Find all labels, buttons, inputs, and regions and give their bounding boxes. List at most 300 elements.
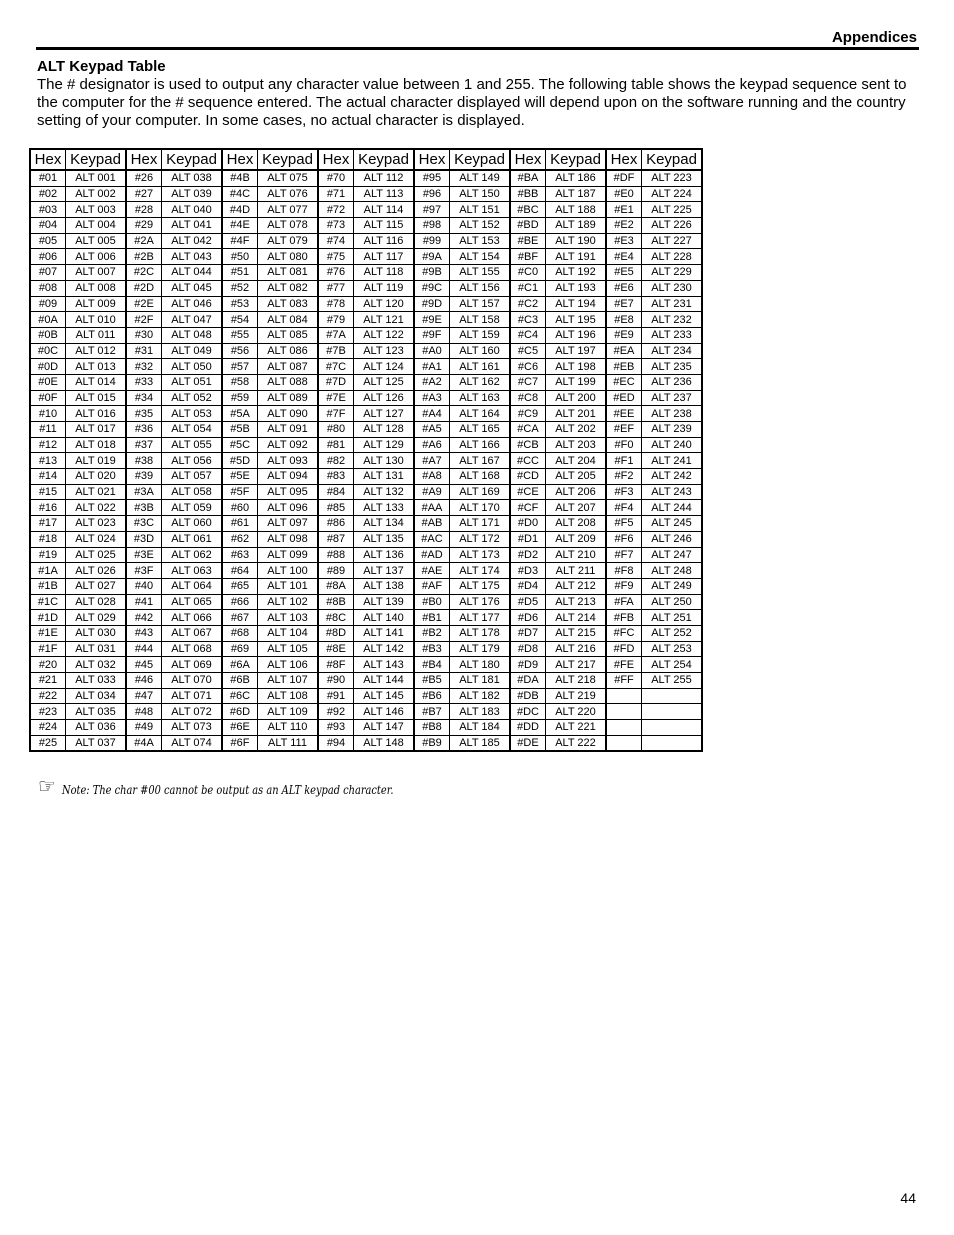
keypad-cell: ALT 081 <box>258 265 319 281</box>
hex-cell: #6C <box>222 688 258 704</box>
keypad-cell: ALT 219 <box>546 688 607 704</box>
keypad-cell: ALT 156 <box>450 280 511 296</box>
hex-cell: #F8 <box>606 563 642 579</box>
keypad-cell: ALT 251 <box>642 610 703 626</box>
table-row <box>30 265 702 281</box>
hex-cell: #66 <box>222 594 258 610</box>
hex-cell: #E0 <box>606 186 642 202</box>
keypad-cell: ALT 057 <box>162 469 223 485</box>
keypad-cell: ALT 029 <box>66 610 127 626</box>
keypad-cell: ALT 131 <box>354 469 415 485</box>
hex-cell: #D3 <box>510 563 546 579</box>
hex-cell: #5C <box>222 437 258 453</box>
keypad-cell: ALT 039 <box>162 186 223 202</box>
keypad-cell: ALT 225 <box>642 202 703 218</box>
hex-cell: #98 <box>414 218 450 234</box>
hex-cell: #FC <box>606 625 642 641</box>
hex-cell: #D5 <box>510 594 546 610</box>
keypad-cell: ALT 070 <box>162 673 223 689</box>
table-row <box>30 437 702 453</box>
keypad-cell: ALT 193 <box>546 280 607 296</box>
hex-cell: #2B <box>126 249 162 265</box>
hex-cell: #82 <box>318 453 354 469</box>
keypad-cell: ALT 010 <box>66 312 127 328</box>
hex-cell: #44 <box>126 641 162 657</box>
hex-cell: #F3 <box>606 484 642 500</box>
keypad-cell: ALT 083 <box>258 296 319 312</box>
hex-cell: #D7 <box>510 625 546 641</box>
keypad-cell: ALT 124 <box>354 359 415 375</box>
hex-cell: #BB <box>510 186 546 202</box>
hex-cell: #BE <box>510 233 546 249</box>
keypad-cell: ALT 174 <box>450 563 511 579</box>
keypad-cell: ALT 167 <box>450 453 511 469</box>
keypad-cell: ALT 144 <box>354 673 415 689</box>
keypad-cell: ALT 054 <box>162 422 223 438</box>
hex-cell: #3B <box>126 500 162 516</box>
hex-cell: #39 <box>126 469 162 485</box>
keypad-cell: ALT 186 <box>546 170 607 186</box>
keypad-cell: ALT 027 <box>66 578 127 594</box>
note-text: Note: The char #00 cannot be output as an ALT keypad character. <box>61 783 394 797</box>
hex-cell: #A1 <box>414 359 450 375</box>
keypad-cell: ALT 143 <box>354 657 415 673</box>
header-divider <box>36 47 919 50</box>
hex-cell: #5D <box>222 453 258 469</box>
keypad-cell: ALT 169 <box>450 484 511 500</box>
keypad-cell: ALT 232 <box>642 312 703 328</box>
hex-cell: #A2 <box>414 374 450 390</box>
table-row <box>30 469 702 485</box>
hex-cell: #EA <box>606 343 642 359</box>
keypad-cell: ALT 194 <box>546 296 607 312</box>
keypad-cell: ALT 210 <box>546 547 607 563</box>
hex-cell: #20 <box>30 657 66 673</box>
keypad-cell: ALT 023 <box>66 516 127 532</box>
table-row <box>30 610 702 626</box>
table-row <box>30 673 702 689</box>
keypad-cell: ALT 135 <box>354 531 415 547</box>
hex-cell: #6D <box>222 704 258 720</box>
hex-cell: #9D <box>414 296 450 312</box>
hex-cell: #05 <box>30 233 66 249</box>
table-row <box>30 547 702 563</box>
table-row <box>30 578 702 594</box>
keypad-cell: ALT 051 <box>162 374 223 390</box>
keypad-cell: ALT 204 <box>546 453 607 469</box>
keypad-cell: ALT 088 <box>258 374 319 390</box>
hex-cell: #2C <box>126 265 162 281</box>
hex-cell: #B2 <box>414 625 450 641</box>
keypad-cell: ALT 031 <box>66 641 127 657</box>
keypad-cell: ALT 159 <box>450 327 511 343</box>
keypad-cell: ALT 203 <box>546 437 607 453</box>
hex-cell: #1D <box>30 610 66 626</box>
hex-cell: #58 <box>222 374 258 390</box>
hex-cell: #17 <box>30 516 66 532</box>
hex-cell: #4F <box>222 233 258 249</box>
hex-cell: #86 <box>318 516 354 532</box>
keypad-cell: ALT 189 <box>546 218 607 234</box>
keypad-cell: ALT 095 <box>258 484 319 500</box>
hex-cell: #40 <box>126 578 162 594</box>
hex-cell: #09 <box>30 296 66 312</box>
keypad-cell: ALT 177 <box>450 610 511 626</box>
keypad-cell: ALT 067 <box>162 625 223 641</box>
hex-cell: #2E <box>126 296 162 312</box>
hex-cell: #AE <box>414 563 450 579</box>
keypad-cell: ALT 111 <box>258 735 319 751</box>
keypad-cell: ALT 113 <box>354 186 415 202</box>
keypad-cell: ALT 099 <box>258 547 319 563</box>
hex-cell: #B3 <box>414 641 450 657</box>
keypad-cell: ALT 102 <box>258 594 319 610</box>
hex-cell: #B7 <box>414 704 450 720</box>
keypad-cell: ALT 061 <box>162 531 223 547</box>
keypad-cell: ALT 003 <box>66 202 127 218</box>
keypad-cell: ALT 040 <box>162 202 223 218</box>
hex-cell: #B5 <box>414 673 450 689</box>
hex-cell: #65 <box>222 578 258 594</box>
keypad-cell: ALT 001 <box>66 170 127 186</box>
hex-cell: #EE <box>606 406 642 422</box>
hex-cell: #3F <box>126 563 162 579</box>
hex-cell: #F7 <box>606 547 642 563</box>
hex-cell: #D6 <box>510 610 546 626</box>
keypad-cell: ALT 014 <box>66 374 127 390</box>
hex-cell: #63 <box>222 547 258 563</box>
hex-cell: #81 <box>318 437 354 453</box>
hex-cell: #10 <box>30 406 66 422</box>
keypad-cell: ALT 212 <box>546 578 607 594</box>
hex-cell: #88 <box>318 547 354 563</box>
keypad-cell: ALT 235 <box>642 359 703 375</box>
hex-cell: #AC <box>414 531 450 547</box>
hex-cell: #77 <box>318 280 354 296</box>
hex-cell: #0B <box>30 327 66 343</box>
table-row <box>30 343 702 359</box>
hex-cell: #9B <box>414 265 450 281</box>
table-row <box>30 280 702 296</box>
keypad-cell: ALT 180 <box>450 657 511 673</box>
hex-cell: #85 <box>318 500 354 516</box>
hex-cell: #83 <box>318 469 354 485</box>
keypad-cell: ALT 041 <box>162 218 223 234</box>
hex-cell: #FE <box>606 657 642 673</box>
keypad-cell: ALT 112 <box>354 170 415 186</box>
keypad-cell: ALT 168 <box>450 469 511 485</box>
hex-cell: #4C <box>222 186 258 202</box>
keypad-cell: ALT 139 <box>354 594 415 610</box>
keypad-cell: ALT 200 <box>546 390 607 406</box>
keypad-cell: ALT 171 <box>450 516 511 532</box>
hex-cell: #4D <box>222 202 258 218</box>
keypad-cell: ALT 178 <box>450 625 511 641</box>
hex-cell: #EF <box>606 422 642 438</box>
table-row <box>30 516 702 532</box>
hex-cell: #C1 <box>510 280 546 296</box>
keypad-cell: ALT 217 <box>546 657 607 673</box>
hex-cell: #4B <box>222 170 258 186</box>
hex-cell: #79 <box>318 312 354 328</box>
table-row <box>30 170 702 186</box>
hex-cell: #FA <box>606 594 642 610</box>
table-row <box>30 312 702 328</box>
hex-cell: #E5 <box>606 265 642 281</box>
keypad-cell: ALT 024 <box>66 531 127 547</box>
table-row <box>30 249 702 265</box>
keypad-cell: ALT 127 <box>354 406 415 422</box>
table-header-row <box>30 149 702 170</box>
keypad-cell: ALT 244 <box>642 500 703 516</box>
keypad-cell: ALT 202 <box>546 422 607 438</box>
keypad-cell: ALT 012 <box>66 343 127 359</box>
keypad-cell: ALT 025 <box>66 547 127 563</box>
keypad-cell: ALT 056 <box>162 453 223 469</box>
keypad-cell: ALT 221 <box>546 720 607 736</box>
hex-cell: #21 <box>30 673 66 689</box>
hex-cell: #F1 <box>606 453 642 469</box>
hex-cell: #CC <box>510 453 546 469</box>
hex-cell: #AF <box>414 578 450 594</box>
keypad-cell: ALT 248 <box>642 563 703 579</box>
table-row <box>30 202 702 218</box>
keypad-cell: ALT 142 <box>354 641 415 657</box>
keypad-cell: ALT 136 <box>354 547 415 563</box>
table-row <box>30 296 702 312</box>
keypad-cell: ALT 116 <box>354 233 415 249</box>
table-row <box>30 390 702 406</box>
table-row <box>30 688 702 704</box>
hex-cell: #19 <box>30 547 66 563</box>
keypad-cell: ALT 147 <box>354 720 415 736</box>
table-row <box>30 594 702 610</box>
keypad-cell: ALT 190 <box>546 233 607 249</box>
hex-cell: #61 <box>222 516 258 532</box>
hex-cell: #69 <box>222 641 258 657</box>
keypad-cell: ALT 191 <box>546 249 607 265</box>
keypad-cell: ALT 018 <box>66 437 127 453</box>
keypad-cell: ALT 011 <box>66 327 127 343</box>
hex-cell: #DB <box>510 688 546 704</box>
column-header-keypad: Keypad <box>642 149 703 170</box>
hex-cell: #75 <box>318 249 354 265</box>
hex-cell: #B0 <box>414 594 450 610</box>
keypad-cell: ALT 016 <box>66 406 127 422</box>
hex-cell: #8B <box>318 594 354 610</box>
table-body <box>30 170 702 751</box>
hex-cell: #FB <box>606 610 642 626</box>
hex-cell: #36 <box>126 422 162 438</box>
hex-cell: #62 <box>222 531 258 547</box>
hex-cell: #23 <box>30 704 66 720</box>
hex-cell: #46 <box>126 673 162 689</box>
hex-cell: #30 <box>126 327 162 343</box>
keypad-cell: ALT 002 <box>66 186 127 202</box>
hex-cell: #CB <box>510 437 546 453</box>
keypad-cell: ALT 058 <box>162 484 223 500</box>
hex-cell: #F5 <box>606 516 642 532</box>
keypad-cell: ALT 038 <box>162 170 223 186</box>
hex-cell: #C7 <box>510 374 546 390</box>
keypad-cell: ALT 233 <box>642 327 703 343</box>
keypad-cell: ALT 172 <box>450 531 511 547</box>
hex-cell: #28 <box>126 202 162 218</box>
hex-cell: #60 <box>222 500 258 516</box>
hex-cell: #E4 <box>606 249 642 265</box>
hex-cell: #B1 <box>414 610 450 626</box>
keypad-cell: ALT 239 <box>642 422 703 438</box>
keypad-cell: ALT 065 <box>162 594 223 610</box>
column-header-keypad: Keypad <box>258 149 319 170</box>
keypad-cell: ALT 098 <box>258 531 319 547</box>
keypad-cell: ALT 110 <box>258 720 319 736</box>
hex-cell: #04 <box>30 218 66 234</box>
hex-cell: #92 <box>318 704 354 720</box>
hex-cell: #80 <box>318 422 354 438</box>
keypad-cell: ALT 242 <box>642 469 703 485</box>
hex-cell: #B8 <box>414 720 450 736</box>
hex-cell: #CE <box>510 484 546 500</box>
keypad-cell: ALT 123 <box>354 343 415 359</box>
keypad-cell: ALT 181 <box>450 673 511 689</box>
keypad-cell: ALT 223 <box>642 170 703 186</box>
hex-cell: #71 <box>318 186 354 202</box>
keypad-cell: ALT 046 <box>162 296 223 312</box>
keypad-cell: ALT 160 <box>450 343 511 359</box>
hex-cell: #2D <box>126 280 162 296</box>
hex-cell: #6A <box>222 657 258 673</box>
keypad-cell: ALT 157 <box>450 296 511 312</box>
keypad-cell: ALT 243 <box>642 484 703 500</box>
keypad-cell: ALT 226 <box>642 218 703 234</box>
keypad-cell: ALT 082 <box>258 280 319 296</box>
hex-cell: #EB <box>606 359 642 375</box>
column-header-hex: Hex <box>510 149 546 170</box>
table-row <box>30 531 702 547</box>
hex-cell: #F6 <box>606 531 642 547</box>
keypad-cell: ALT 009 <box>66 296 127 312</box>
keypad-cell: ALT 125 <box>354 374 415 390</box>
table-row <box>30 218 702 234</box>
keypad-cell: ALT 047 <box>162 312 223 328</box>
hex-cell: #90 <box>318 673 354 689</box>
hex-cell: #0A <box>30 312 66 328</box>
keypad-cell: ALT 053 <box>162 406 223 422</box>
hex-cell: #DC <box>510 704 546 720</box>
hex-cell: #06 <box>30 249 66 265</box>
hex-cell: #45 <box>126 657 162 673</box>
keypad-cell: ALT 205 <box>546 469 607 485</box>
hex-cell: #29 <box>126 218 162 234</box>
keypad-cell: ALT 158 <box>450 312 511 328</box>
keypad-cell: ALT 036 <box>66 720 127 736</box>
hex-cell: #41 <box>126 594 162 610</box>
keypad-cell: ALT 044 <box>162 265 223 281</box>
hex-cell: #6B <box>222 673 258 689</box>
keypad-cell: ALT 093 <box>258 453 319 469</box>
keypad-cell: ALT 020 <box>66 469 127 485</box>
hex-cell: #42 <box>126 610 162 626</box>
keypad-cell: ALT 206 <box>546 484 607 500</box>
keypad-cell: ALT 145 <box>354 688 415 704</box>
keypad-cell: ALT 207 <box>546 500 607 516</box>
table-row <box>30 406 702 422</box>
keypad-cell: ALT 069 <box>162 657 223 673</box>
keypad-cell: ALT 119 <box>354 280 415 296</box>
keypad-cell: ALT 241 <box>642 453 703 469</box>
keypad-cell: ALT 175 <box>450 578 511 594</box>
hex-cell: #F0 <box>606 437 642 453</box>
column-header-keypad: Keypad <box>450 149 511 170</box>
keypad-cell: ALT 182 <box>450 688 511 704</box>
hex-cell: #8A <box>318 578 354 594</box>
hex-cell: #49 <box>126 720 162 736</box>
keypad-cell: ALT 222 <box>546 735 607 751</box>
keypad-cell: ALT 185 <box>450 735 511 751</box>
keypad-cell: ALT 253 <box>642 641 703 657</box>
hex-cell: #22 <box>30 688 66 704</box>
keypad-cell: ALT 021 <box>66 484 127 500</box>
hex-cell: #93 <box>318 720 354 736</box>
hex-cell: #4A <box>126 735 162 751</box>
keypad-cell: ALT 215 <box>546 625 607 641</box>
keypad-cell: ALT 218 <box>546 673 607 689</box>
keypad-cell: ALT 007 <box>66 265 127 281</box>
hex-cell: #EC <box>606 374 642 390</box>
hex-cell: #24 <box>30 720 66 736</box>
keypad-cell: ALT 133 <box>354 500 415 516</box>
hex-cell: #9C <box>414 280 450 296</box>
keypad-cell: ALT 049 <box>162 343 223 359</box>
hex-cell: #9F <box>414 327 450 343</box>
hex-cell: #C9 <box>510 406 546 422</box>
keypad-cell: ALT 073 <box>162 720 223 736</box>
section-title: ALT Keypad Table <box>37 58 166 75</box>
hex-cell: #A8 <box>414 469 450 485</box>
hex-cell: #8E <box>318 641 354 657</box>
keypad-cell: ALT 048 <box>162 327 223 343</box>
hex-cell: #48 <box>126 704 162 720</box>
alt-keypad-table <box>29 148 703 752</box>
hex-cell: #E7 <box>606 296 642 312</box>
keypad-cell: ALT 122 <box>354 327 415 343</box>
hex-cell: #91 <box>318 688 354 704</box>
hex-cell: #95 <box>414 170 450 186</box>
keypad-cell: ALT 059 <box>162 500 223 516</box>
hex-cell: #5E <box>222 469 258 485</box>
hex-cell: #8F <box>318 657 354 673</box>
keypad-cell: ALT 231 <box>642 296 703 312</box>
hex-cell: #01 <box>30 170 66 186</box>
keypad-cell <box>642 688 703 704</box>
table-row <box>30 625 702 641</box>
hex-cell: #18 <box>30 531 66 547</box>
hex-cell <box>606 704 642 720</box>
table-row <box>30 484 702 500</box>
keypad-cell: ALT 006 <box>66 249 127 265</box>
keypad-cell: ALT 179 <box>450 641 511 657</box>
keypad-cell: ALT 162 <box>450 374 511 390</box>
keypad-cell: ALT 224 <box>642 186 703 202</box>
hex-cell: #68 <box>222 625 258 641</box>
keypad-cell: ALT 195 <box>546 312 607 328</box>
keypad-cell: ALT 150 <box>450 186 511 202</box>
table-row <box>30 233 702 249</box>
table-row <box>30 500 702 516</box>
keypad-cell: ALT 026 <box>66 563 127 579</box>
keypad-cell: ALT 129 <box>354 437 415 453</box>
